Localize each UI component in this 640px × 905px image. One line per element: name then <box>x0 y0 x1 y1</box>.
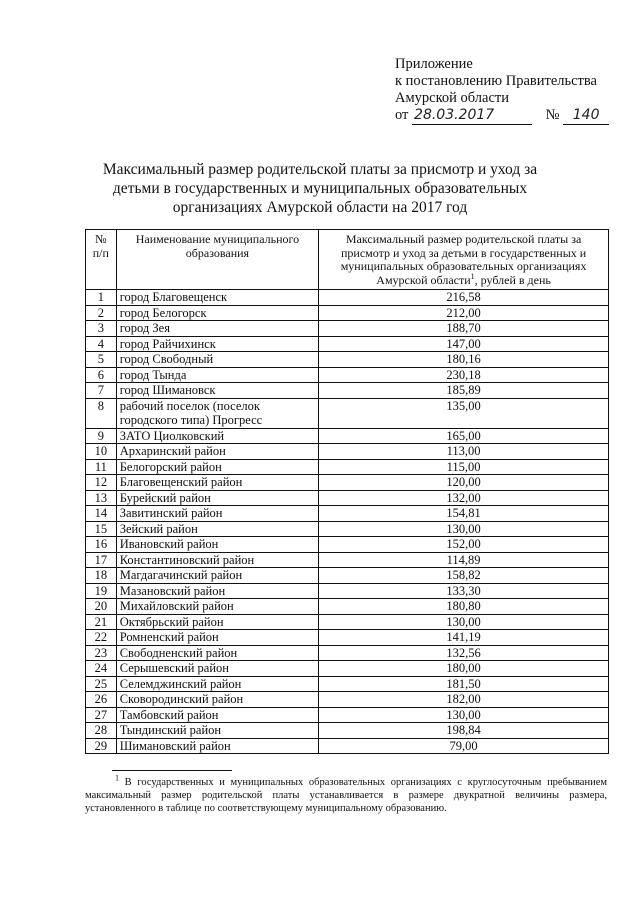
row-municipality: рабочий поселок (поселок городского типа) Прогресс <box>116 398 318 428</box>
row-number: 6 <box>86 367 117 383</box>
table-row <box>86 661 609 677</box>
row-number: 25 <box>86 676 117 692</box>
row-number: 20 <box>86 599 117 615</box>
row-municipality: Бурейский район <box>116 490 318 506</box>
row-number: 15 <box>86 521 117 537</box>
row-fee-value: 212,00 <box>319 305 609 321</box>
row-fee-value: 230,18 <box>319 367 609 383</box>
row-municipality: город Белогорск <box>116 305 318 321</box>
row-number: 28 <box>86 723 117 739</box>
header-number-sub: п/п <box>92 245 109 260</box>
date-prefix: от <box>395 107 409 123</box>
row-municipality: Тамбовский район <box>116 707 318 723</box>
row-number: 11 <box>86 459 117 475</box>
table-row <box>86 707 609 723</box>
header-max-fee <box>319 230 609 290</box>
row-fee-value: 154,81 <box>319 506 609 522</box>
row-municipality: Сковородинский район <box>116 692 318 708</box>
table-row <box>86 444 609 460</box>
number-sign: № <box>545 107 560 123</box>
header-max-fee-text: Максимальный размер родительской платы за присмотр и уход за детьми в государственных и муниципальных образовательных организациях Амурской области <box>340 232 587 287</box>
appendix-title: Приложение <box>395 56 473 72</box>
footnote-separator <box>112 770 232 771</box>
table-row <box>86 305 609 321</box>
row-fee-value: 165,00 <box>319 428 609 444</box>
row-fee-value: 152,00 <box>319 537 609 553</box>
table-row <box>86 398 609 428</box>
table-row <box>86 568 609 584</box>
row-fee-value: 188,70 <box>319 321 609 337</box>
table-row <box>86 321 609 337</box>
row-number: 1 <box>86 290 117 306</box>
appendix-region: Амурской области <box>395 90 509 106</box>
table-row <box>86 583 609 599</box>
row-number: 29 <box>86 738 117 754</box>
row-municipality: Архаринский район <box>116 444 318 460</box>
table-row <box>86 506 609 522</box>
row-fee-value: 130,00 <box>319 521 609 537</box>
row-municipality: Зейский район <box>116 521 318 537</box>
row-municipality: Серышевский район <box>116 661 318 677</box>
row-fee-value: 147,00 <box>319 336 609 352</box>
table-row <box>86 367 609 383</box>
table-row <box>86 459 609 475</box>
row-number: 23 <box>86 645 117 661</box>
table-row <box>86 645 609 661</box>
row-number: 17 <box>86 552 117 568</box>
row-municipality: Благовещенский район <box>116 475 318 491</box>
row-fee-value: 133,30 <box>319 583 609 599</box>
table-row <box>86 552 609 568</box>
row-municipality: Белогорский район <box>116 459 318 475</box>
table-header-row <box>86 230 609 290</box>
row-number: 26 <box>86 692 117 708</box>
row-number: 3 <box>86 321 117 337</box>
row-number: 8 <box>86 398 117 428</box>
appendix-header <box>395 56 609 125</box>
row-municipality: Октябрьский район <box>116 614 318 630</box>
table-row <box>86 630 609 646</box>
row-municipality: Завитинский район <box>116 506 318 522</box>
row-fee-value: 135,00 <box>319 398 609 428</box>
handwritten-date: 28.03.2017 <box>412 107 532 125</box>
table-row <box>86 614 609 630</box>
row-number: 4 <box>86 336 117 352</box>
row-fee-value: 198,84 <box>319 723 609 739</box>
row-municipality: город Благовещенск <box>116 290 318 306</box>
row-number: 12 <box>86 475 117 491</box>
footnote <box>85 773 608 815</box>
row-number: 16 <box>86 537 117 553</box>
row-fee-value: 158,82 <box>319 568 609 584</box>
row-fee-value: 181,50 <box>319 676 609 692</box>
row-fee-value: 132,00 <box>319 490 609 506</box>
handwritten-number: 140 <box>563 107 609 125</box>
table-row <box>86 537 609 553</box>
row-municipality: Шимановский район <box>116 738 318 754</box>
row-municipality: Магдагачинский район <box>116 568 318 584</box>
row-fee-value: 130,00 <box>319 707 609 723</box>
table-row <box>86 490 609 506</box>
table-row <box>86 692 609 708</box>
table-row <box>86 676 609 692</box>
row-fee-value: 130,00 <box>319 614 609 630</box>
table-row <box>86 290 609 306</box>
table-row <box>86 738 609 754</box>
row-municipality: Михайловский район <box>116 599 318 615</box>
row-number: 14 <box>86 506 117 522</box>
row-number: 18 <box>86 568 117 584</box>
row-fee-value: 132,56 <box>319 645 609 661</box>
row-number: 5 <box>86 352 117 368</box>
document-title: Максимальный размер родительской платы за присмотр и уход за детьми в государственных и муниципальных образовательных организациях Амурской области на 2017 год <box>102 161 538 216</box>
footnote-marker: 1 <box>470 271 475 281</box>
row-number: 21 <box>86 614 117 630</box>
row-number: 10 <box>86 444 117 460</box>
row-number: 13 <box>86 490 117 506</box>
appendix-reference: к постановлению Правительства <box>395 73 597 89</box>
row-municipality: Тындинский район <box>116 723 318 739</box>
header-municipality <box>116 230 318 290</box>
row-fee-value: 180,16 <box>319 352 609 368</box>
row-number: 2 <box>86 305 117 321</box>
row-municipality: ЗАТО Циолковский <box>116 428 318 444</box>
row-fee-value: 114,89 <box>319 552 609 568</box>
row-municipality: город Свободный <box>116 352 318 368</box>
row-fee-value: 180,00 <box>319 661 609 677</box>
row-municipality: город Зея <box>116 321 318 337</box>
table-row <box>86 383 609 399</box>
row-fee-value: 115,00 <box>319 459 609 475</box>
row-fee-value: 182,00 <box>319 692 609 708</box>
row-fee-value: 216,58 <box>319 290 609 306</box>
row-fee-value: 185,89 <box>319 383 609 399</box>
row-municipality: город Райчихинск <box>116 336 318 352</box>
row-municipality: город Шимановск <box>116 383 318 399</box>
row-fee-value: 120,00 <box>319 475 609 491</box>
row-number: 9 <box>86 428 117 444</box>
row-municipality: Ивановский район <box>116 537 318 553</box>
header-number <box>86 230 117 290</box>
table-body <box>86 290 609 754</box>
table-row <box>86 428 609 444</box>
table-row <box>86 336 609 352</box>
row-number: 22 <box>86 630 117 646</box>
table-row <box>86 599 609 615</box>
row-municipality: Селемджинский район <box>116 676 318 692</box>
table-row <box>86 475 609 491</box>
appendix-date-line <box>395 107 609 125</box>
row-number: 19 <box>86 583 117 599</box>
footnote-text: В государственных и муниципальных образовательных организациях с круглосуточным пребыванием максимальный размер родительской платы устанавливается в размере двукратной величины размера, установленного в таблице по соответствующему муниципальному образованию. <box>85 777 608 814</box>
row-fee-value: 180,80 <box>319 599 609 615</box>
row-municipality: Свободненский район <box>116 645 318 661</box>
header-number-text: № <box>95 232 107 246</box>
table-row <box>86 723 609 739</box>
footnote-number: 1 <box>115 773 119 783</box>
row-municipality: город Тында <box>116 367 318 383</box>
table-row <box>86 352 609 368</box>
row-municipality: Ромненский район <box>116 630 318 646</box>
fee-table <box>85 229 609 754</box>
row-number: 24 <box>86 661 117 677</box>
row-number: 27 <box>86 707 117 723</box>
row-fee-value: 79,00 <box>319 738 609 754</box>
row-municipality: Константиновский район <box>116 552 318 568</box>
row-municipality: Мазановский район <box>116 583 318 599</box>
row-fee-value: 141,19 <box>319 630 609 646</box>
table-row <box>86 521 609 537</box>
header-max-fee-tail: , рублей в день <box>474 272 551 287</box>
row-number: 7 <box>86 383 117 399</box>
row-fee-value: 113,00 <box>319 444 609 460</box>
header-municipality-text: Наименование муниципального образования <box>135 232 300 260</box>
